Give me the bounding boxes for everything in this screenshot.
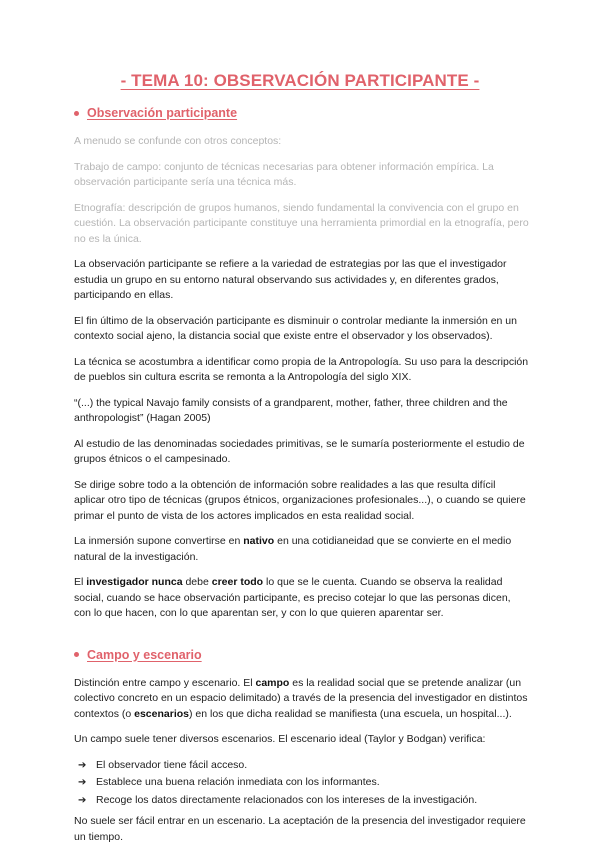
arrow-right-icon: ➔ [78, 777, 87, 788]
paragraph: Se dirige sobre todo a la obtención de información sobre realidades a las que resulta difícil aplicar otro tipo de técnicas (grupos étnicos, organizaciones profesionales...), o cuando se quiere primar el punto de vista de los actores implicados en esta realidad social. [74, 478, 526, 522]
paragraph: Un campo suele tener diversos escenarios. El escenario ideal (Taylor y Bodgan) verifica: [74, 733, 486, 745]
text-run: ) en los que dicha realidad se manifiesta (una escuela, un hospital...). [189, 707, 512, 720]
section-heading-observacion [74, 106, 529, 120]
text-run: lo que se le cuenta. Cuando se observa la realidad social, cuando se hace observación participante, es preciso cotejar lo que las personas dicen, con lo que hacen, con lo que aparentan ser, y con lo que quieren aparentar ser. [74, 576, 511, 619]
section-heading-label: Campo y escenario [87, 647, 202, 662]
bold-term: creer todo [211, 576, 264, 588]
list-item [74, 775, 529, 791]
list-item-text: Recoge los datos directamente relacionados con los intereses de la investigación. [96, 793, 478, 806]
section-heading-campo [74, 648, 529, 662]
gray-paragraph: Etnografía: descripción de grupos humanos, siendo fundamental la convivencia con el grupo en cuestión. La observación participante constituye una herramienta primordial en la etnografía, pero no es la única. [74, 201, 529, 245]
paragraph: No suele ser fácil entrar en un escenario. La aceptación de la presencia del investigador requiere un tiempo. [74, 815, 526, 843]
bold-term: escenarios [134, 707, 189, 720]
paragraph: La técnica se acostumbra a identificar como propia de la Antropología. Su uso para la descripción de pueblos sin cultura escrita se remonta a la Antropología del siglo XIX. [74, 355, 529, 383]
text-run: es la realidad social que se pretende analizar (un colectivo concreto en un espacio delimitado) a través de la presencia del investigador en distintos contextos (o [74, 676, 528, 720]
document-body [74, 106, 529, 855]
text-run: La inmersión supone convertirse en [74, 535, 244, 547]
paragraph [74, 676, 529, 723]
arrow-right-icon: ➔ [78, 759, 87, 771]
text-run: Distinción entre campo y escenario. El [74, 676, 256, 689]
arrow-right-icon: ➔ [78, 794, 87, 806]
text-run: debe [182, 576, 212, 588]
paragraph: El fin último de la observación participante es disminuir o controlar mediante la inmersión en un contexto social ajeno, la distancia social que existe entre el observador y los observados). [74, 314, 517, 342]
bold-term: campo [255, 676, 290, 689]
paragraph [74, 575, 529, 622]
text-run: en una cotidianeidad que se convierte en el medio natural de la investigación. [74, 535, 512, 563]
list-item [74, 793, 529, 809]
bullet-icon [74, 111, 79, 116]
section-heading-label: Observación participante [87, 106, 238, 120]
quote-paragraph: “(...) the typical Navajo family consists of a grandparent, mother, father, three children and the anthropologist” (Hagan 2005) [74, 396, 508, 424]
paragraph [74, 534, 529, 565]
paragraph: La observación participante se refiere a la variedad de estrategias por las que el investigador estudia un grupo en su entorno natural observando sus actividades y, en diferentes grados, participando en ellas. [74, 258, 507, 301]
bold-term: investigador nunca [86, 576, 183, 588]
gray-paragraph: A menudo se confunde con otros conceptos: [74, 135, 282, 147]
arrow-list [74, 758, 529, 809]
page-title: - TEMA 10: OBSERVACIÓN PARTICIPANTE - [120, 71, 480, 90]
list-item-text: El observador tiene fácil acceso. [96, 758, 248, 771]
list-item-text: Establece una buena relación inmediata con los informantes. [96, 776, 380, 788]
list-item [74, 758, 529, 774]
paragraph: Al estudio de las denominadas sociedades primitivas, se le sumaría posteriormente el estudio de grupos étnicos o el campesinado. [74, 437, 525, 465]
bold-term: nativo [243, 535, 275, 547]
gray-paragraph: Trabajo de campo: conjunto de técnicas necesarias para obtener información empírica. La observación participante sería una técnica más. [74, 160, 494, 188]
text-run: El [74, 576, 87, 588]
bullet-icon [74, 652, 79, 657]
